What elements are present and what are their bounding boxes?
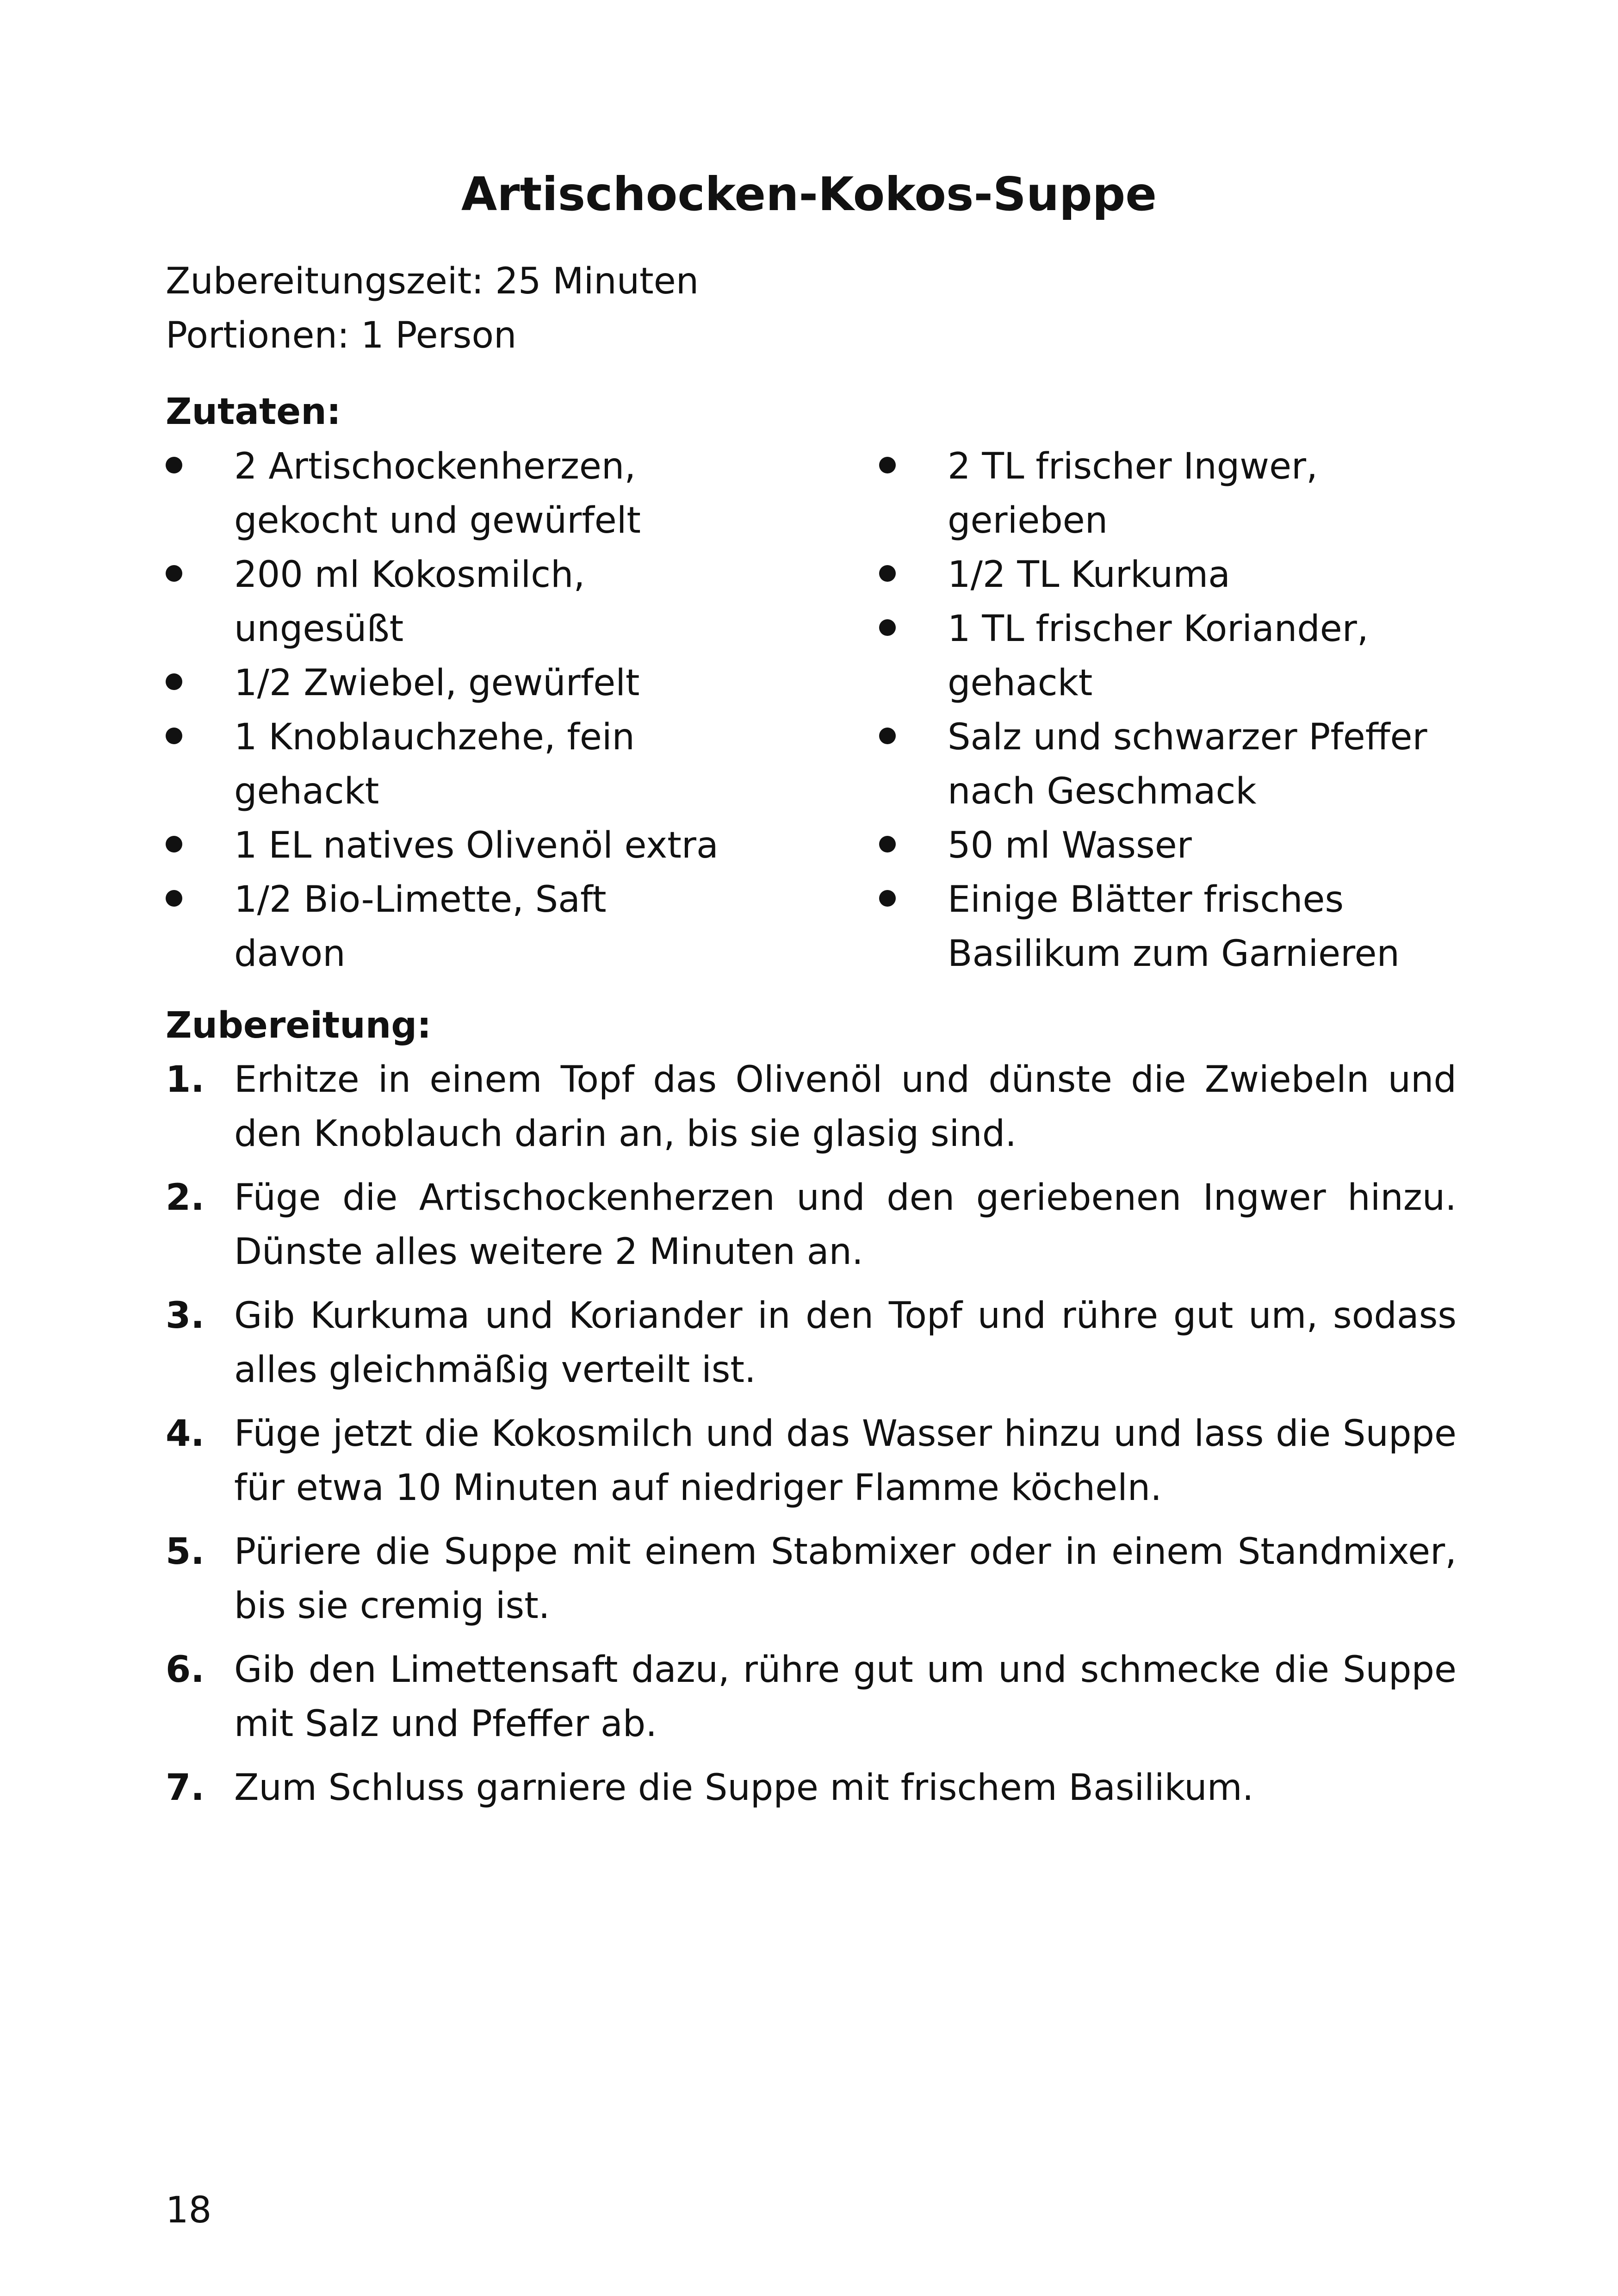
step-text: Gib Kurkuma und Koriander in den Topf und rühre gut um, sodass alles gleichmäßig verteilt ist. bbox=[234, 1295, 1457, 1391]
step-text: Erhitze in einem Topf das Olivenöl und dünste die Zwiebeln und den Knoblauch darin an, bis sie glasig sind. bbox=[234, 1059, 1457, 1155]
step-item bbox=[166, 1643, 1457, 1751]
ingredients-heading: Zutaten: bbox=[166, 391, 341, 433]
ingredient-item bbox=[166, 548, 721, 656]
step-number: 3. bbox=[166, 1295, 205, 1337]
step-number: 4. bbox=[166, 1413, 205, 1455]
ingredient-text: 1 Knoblauchzehe, fein gehackt bbox=[234, 716, 635, 812]
step-item bbox=[166, 1171, 1457, 1279]
bullet-icon bbox=[166, 565, 182, 582]
ingredient-text: 1/2 Zwiebel, gewürfelt bbox=[234, 662, 640, 704]
ingredient-text: Einige Blätter frisches Basilikum zum Garnieren bbox=[948, 879, 1400, 975]
step-number: 6. bbox=[166, 1649, 205, 1691]
ingredient-item bbox=[879, 440, 1476, 548]
bullet-icon bbox=[879, 890, 896, 907]
bullet-icon bbox=[879, 619, 896, 636]
step-text: Püriere die Suppe mit einem Stabmixer oder in einem Standmixer, bis sie cremig ist. bbox=[234, 1531, 1457, 1627]
step-item bbox=[166, 1525, 1457, 1633]
ingredient-text: Salz und schwarzer Pfeffer nach Geschmack bbox=[948, 716, 1427, 812]
bullet-icon bbox=[879, 836, 896, 852]
bullet-icon bbox=[879, 565, 896, 582]
bullet-icon bbox=[166, 457, 182, 473]
ingredient-item bbox=[166, 873, 721, 981]
bullet-icon bbox=[166, 728, 182, 744]
step-number: 2. bbox=[166, 1177, 205, 1219]
ingredient-text: 50 ml Wasser bbox=[948, 825, 1192, 866]
ingredient-item bbox=[166, 656, 721, 710]
ingredient-item bbox=[879, 819, 1476, 873]
recipe-title: Artischocken-Kokos-Suppe bbox=[461, 167, 1157, 221]
bullet-icon bbox=[166, 890, 182, 907]
ingredients-list-left bbox=[166, 440, 721, 981]
ingredient-text: 2 TL frischer Ingwer, gerieben bbox=[948, 446, 1318, 541]
ingredient-text: 200 ml Kokosmilch, ungesüßt bbox=[234, 554, 585, 650]
bullet-icon bbox=[166, 673, 182, 690]
recipe-meta bbox=[166, 255, 699, 363]
ingredient-item bbox=[166, 819, 721, 873]
ingredient-item bbox=[166, 440, 721, 548]
ingredient-text: 2 Artischockenherzen, gekocht und gewürfelt bbox=[234, 446, 641, 541]
step-text: Füge jetzt die Kokosmilch und das Wasser hinzu und lass die Suppe für etwa 10 Minuten auf niedriger Flamme köcheln. bbox=[234, 1413, 1457, 1509]
step-text: Zum Schluss garniere die Suppe mit frischem Basilikum. bbox=[234, 1767, 1254, 1809]
ingredient-text: 1/2 TL Kurkuma bbox=[948, 554, 1230, 596]
preparation-steps bbox=[166, 1053, 1457, 1825]
ingredient-text: 1/2 Bio-Limette, Saft davon bbox=[234, 879, 607, 975]
step-text: Füge die Artischockenherzen und den geriebenen Ingwer hinzu. Dünste alles weitere 2 Minuten an. bbox=[234, 1177, 1457, 1273]
step-item bbox=[166, 1761, 1457, 1815]
step-item bbox=[166, 1289, 1457, 1397]
preparation-heading: Zubereitung: bbox=[166, 1005, 432, 1046]
ingredients-list-right bbox=[879, 440, 1476, 981]
ingredient-item bbox=[879, 548, 1476, 602]
page-number: 18 bbox=[166, 2190, 212, 2231]
bullet-icon bbox=[879, 457, 896, 473]
bullet-icon bbox=[166, 836, 182, 852]
ingredient-item bbox=[879, 873, 1476, 981]
ingredient-item bbox=[166, 710, 721, 819]
step-number: 1. bbox=[166, 1059, 205, 1101]
prep-time: Zubereitungszeit: 25 Minuten bbox=[166, 261, 699, 302]
step-number: 5. bbox=[166, 1531, 205, 1573]
step-item bbox=[166, 1053, 1457, 1161]
ingredient-text: 1 TL frischer Koriander, gehackt bbox=[948, 608, 1369, 704]
step-number: 7. bbox=[166, 1767, 205, 1809]
ingredient-item bbox=[879, 710, 1476, 819]
ingredient-text: 1 EL natives Olivenöl extra bbox=[234, 825, 719, 866]
step-text: Gib den Limettensaft dazu, rühre gut um und schmecke die Suppe mit Salz und Pfeffer ab. bbox=[234, 1649, 1457, 1745]
step-item bbox=[166, 1407, 1457, 1515]
servings: Portionen: 1 Person bbox=[166, 315, 517, 356]
bullet-icon bbox=[879, 728, 896, 744]
ingredient-item bbox=[879, 602, 1476, 710]
